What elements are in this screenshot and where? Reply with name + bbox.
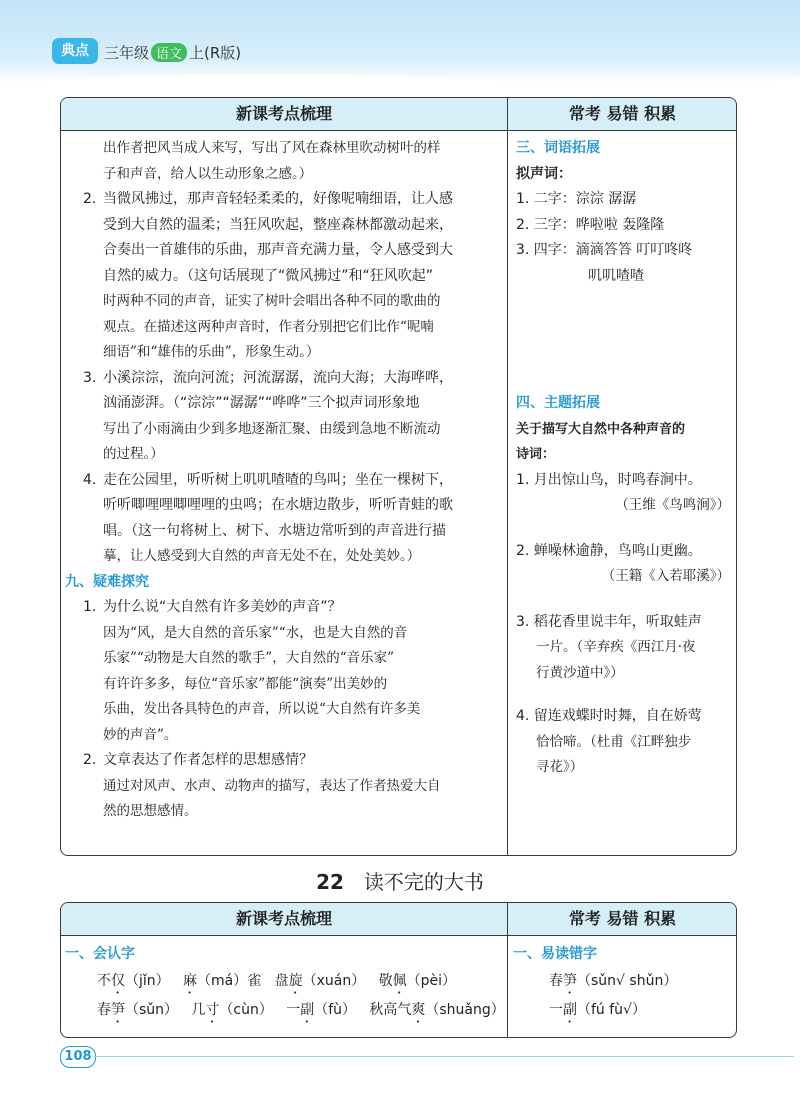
list-item: 3. 小溪淙淙，流向河流；河流潺潺，流向大海；大海哗哗， [83, 369, 453, 386]
text-line: 一片。（辛弃疾《西江月·夜 [536, 639, 696, 655]
text-line [516, 590, 730, 610]
char-row: 春笋（sǔn） 几寸（cùn） 一副（fù） 秋高气爽（shuǎng） [97, 1002, 505, 1018]
text-line: 的过程。） [103, 446, 164, 462]
text-line: 出作者把风当成人来写，写出了风在森林里吹动树叶的样 [103, 140, 441, 156]
table-header [61, 903, 736, 936]
lesson-number: 22 [316, 870, 344, 894]
list-item: 3. 四字：滴滴答答 叮叮咚咚 [516, 242, 693, 258]
poem-line: 2. 蝉噪林逾静，鸟鸣山更幽。 [516, 542, 702, 559]
question: 1. 为什么说“大自然有许多美妙的声音”？ [83, 599, 342, 615]
text-line: 恰恰啼。（杜甫《江畔独步 [536, 733, 692, 750]
text-line: 乐家”“动物是大自然的歌手”，大自然的“音乐家” [103, 650, 395, 666]
notes-table-1 [60, 97, 737, 856]
poem-line: 1. 月出惊山鸟，时鸣春涧中。 [516, 471, 702, 488]
text-line: 子和声音，给人以生动形象之感。） [103, 165, 313, 182]
subject-badge: 语文 [151, 43, 187, 62]
left-column-heading: 新课考点梳理 [235, 104, 332, 123]
notes-table-2 [60, 902, 737, 1038]
grade-label: 三年级 语文 上(R版) [104, 44, 242, 62]
left-column-heading: 新课考点梳理 [235, 909, 332, 928]
subheading: 关于描写大自然中各种声音的 [516, 421, 686, 437]
text-line: 行黄沙道中》） [536, 664, 624, 681]
list-item: 1. 二字：淙淙 潺潺 [516, 191, 637, 207]
char-row: 不仅（jǐn） 麻（má）雀 盘旋（xuán） 敬佩（pèi） [97, 973, 456, 989]
poem-citation: （王维《鸟鸣涧》） [615, 497, 730, 513]
text-line: 有许许多多，每位“音乐家”都能“演奏”出美妙的 [103, 675, 388, 692]
list-item: 2. 当微风拂过，那声音轻轻柔柔的，好像呢喃细语，让人感 [83, 191, 453, 207]
right-column-content [516, 136, 730, 781]
section-heading: 九、疑难探究 [65, 573, 149, 590]
subheading: 诗词： [516, 447, 556, 462]
list-item: 4. 走在公园里，听听树上叽叽喳喳的鸟叫；坐在一棵树下， [83, 471, 453, 488]
text-line [516, 686, 730, 704]
text-line: 通过对风声、水声、动物声的描写，表达了作者热爱大自 [103, 777, 441, 794]
left-column-content [65, 136, 503, 825]
text-line: 自然的威力。（这句话展现了“微风拂过”和“狂风吹起” [103, 267, 434, 284]
page-number: 108 [60, 1046, 96, 1068]
text-line: 细语”和“雄伟的乐曲”，形象生动。） [103, 344, 320, 360]
list-item: 2. 三字：哗啦啦 轰隆隆 [516, 216, 665, 233]
text-line: 写出了小雨滴由少到多地逐渐汇聚、由缓到急地不断流动 [103, 420, 441, 437]
section-heading: 一、会认字 [65, 946, 135, 962]
lesson-title [0, 866, 800, 895]
footer-rule [94, 1056, 794, 1057]
text-line: 受到大自然的温柔；当狂风吹起，整座森林都激动起来， [103, 216, 453, 233]
text-line: 汹涌澎湃。（“淙淙”“潺潺”“哗哗”三个拟声词形象地 [103, 395, 420, 411]
text-line: 妙的声音”。 [103, 726, 178, 743]
section-heading: 一、易读错字 [513, 946, 597, 962]
text-line: 时两种不同的声音，证实了树叶会唱出各种不同的歌曲的 [103, 293, 441, 309]
text-line [516, 289, 730, 391]
text-line: 寻花》） [536, 759, 584, 775]
text-line: 听听唧哩哩唧哩哩的虫鸣；在水塘边散步，听听青蛙的歌 [103, 497, 453, 513]
right-column-content [513, 941, 731, 1026]
text-line: 摹，让人感受到大自然的声音无处不在，处处美妙。） [103, 548, 421, 564]
text-line: 然的思想感情。 [103, 803, 198, 819]
lesson-name: 读不完的大书 [363, 870, 484, 894]
brand-logo: 典点 [52, 38, 98, 64]
right-column-heading: 常考 易错 积累 [568, 909, 677, 928]
text-line: 唱。（这一句将树上、树下、水塘边常听到的声音进行描 [103, 522, 446, 539]
char-row: 一副（fú fù√） [549, 1002, 646, 1018]
poem-citation: （王籍《入若耶溪》） [601, 568, 730, 584]
right-column-heading: 常考 易错 积累 [568, 104, 677, 123]
table-header [61, 98, 736, 131]
section-heading: 四、主题拓展 [516, 395, 600, 411]
text-line [516, 519, 730, 539]
list-item: 叽叽喳喳 [588, 267, 644, 284]
char-row: 春笋（sǔn√ shǔn） [549, 973, 678, 989]
poem-line: 3. 稻花香里说丰年，听取蛙声 [516, 613, 702, 630]
left-column-content [65, 941, 505, 1026]
text-line: 合奏出一首雄伟的乐曲，那声音充满力量，令人感受到大 [103, 242, 453, 258]
text-line: 观点。在描述这两种声音时，作者分别把它们比作“呢喃 [103, 318, 434, 335]
question: 2. 文章表达了作者怎样的思想感情？ [83, 752, 313, 768]
header-wave [0, 70, 800, 100]
text-line: 因为“风，是大自然的音乐家”“水，也是大自然的音 [103, 624, 408, 641]
text-line: 乐曲，发出各具特色的声音，所以说“大自然有许多美 [103, 701, 421, 717]
poem-line: 4. 留连戏蝶时时舞，自在娇莺 [516, 708, 702, 724]
subheading: 拟声词： [516, 165, 572, 182]
section-heading: 三、词语拓展 [516, 140, 600, 156]
